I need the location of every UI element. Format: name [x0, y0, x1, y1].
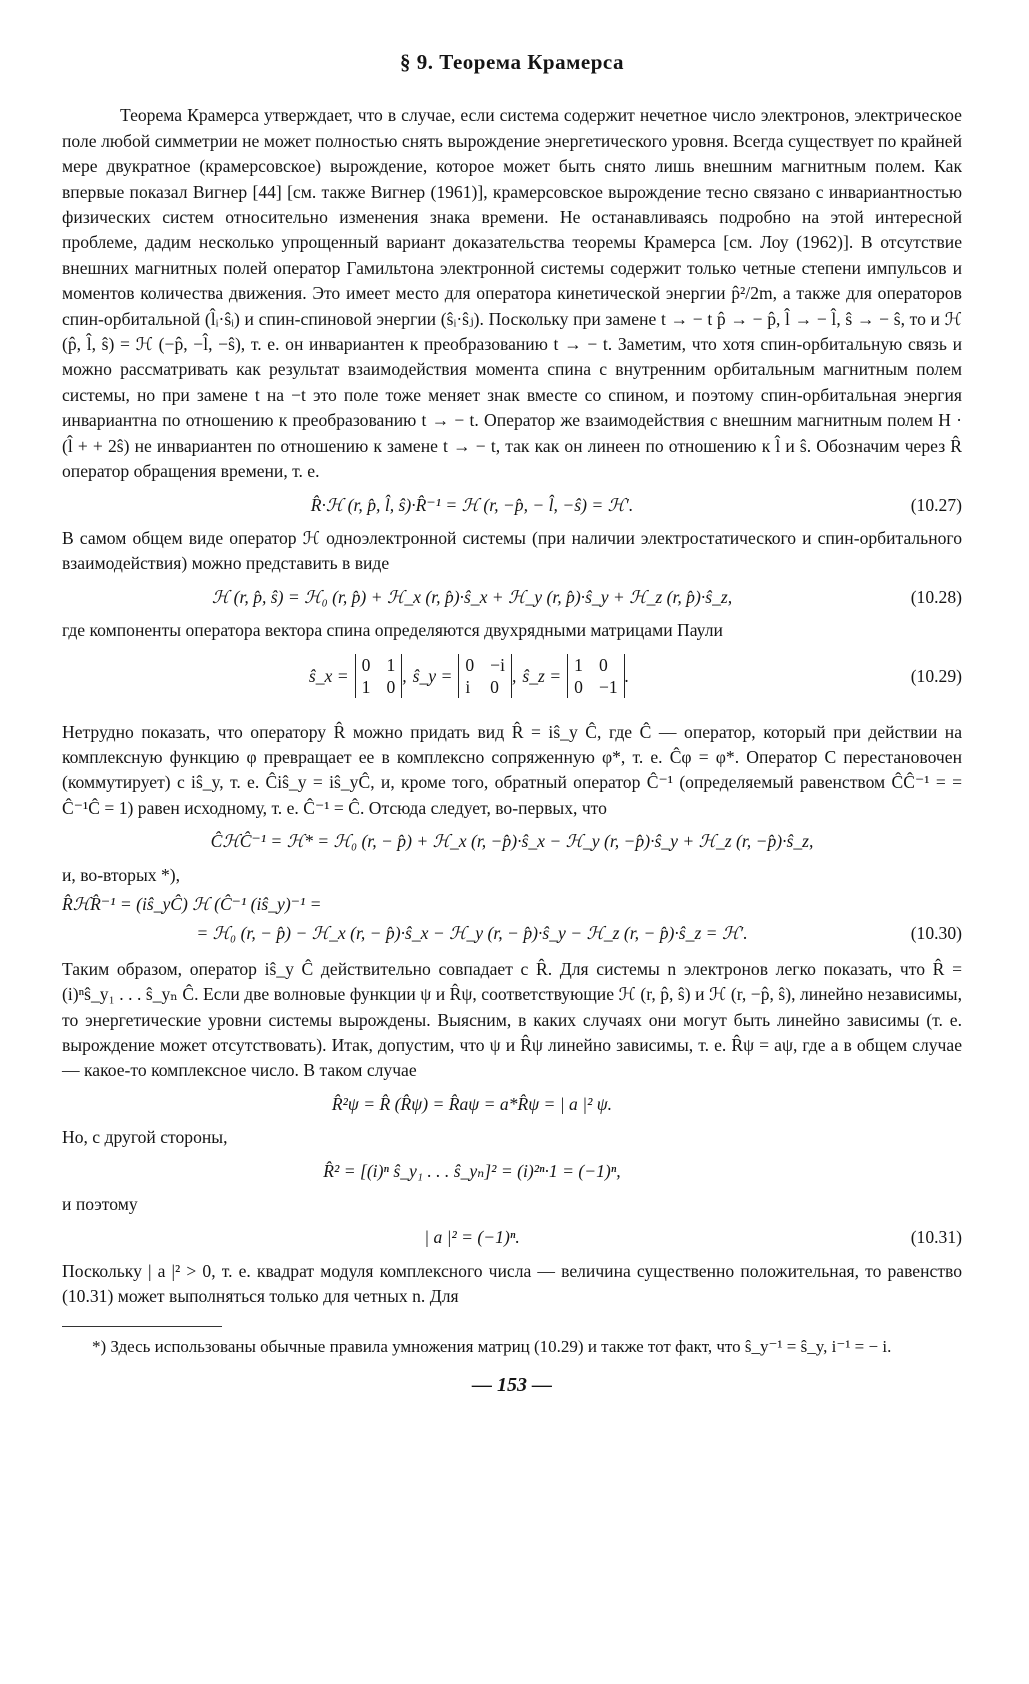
- equation-body: R̂²ψ = R̂ (R̂ψ) = R̂aψ = a*R̂ψ = | a |² ψ.: [331, 1093, 613, 1114]
- equation-body: | a |² = (−1)ⁿ.: [424, 1227, 520, 1248]
- equation-10-31: [62, 1225, 962, 1250]
- equation-number: (10.28): [910, 586, 962, 607]
- matrix-cell: 1: [574, 654, 583, 675]
- matrix-cell: 0: [361, 654, 371, 675]
- equation-10-28: [62, 585, 962, 610]
- equation-number: (10.31): [910, 1227, 962, 1248]
- equation-body: ĈℋĈ⁻¹ = ℋ* = ℋ₀ (r, − p̂) + ℋ_x (r, −p̂)·ŝ_x − ℋ_y (r, −p̂)·ŝ_y + ℋ_z (r, −p̂)·ŝ_z,: [210, 831, 814, 852]
- matrix-cell: 1: [386, 654, 396, 675]
- footnote-divider: [62, 1326, 222, 1327]
- matrix-cell: −i: [490, 654, 505, 675]
- equation-number: (10.29): [910, 665, 962, 686]
- footnote: *) Здесь использованы обычные правила умножения матриц (10.29) и также тот факт, что ŝ_y⁻¹ = ŝ_y, i⁻¹ = − i.: [92, 1336, 892, 1356]
- equation-number: (10.30): [910, 923, 962, 944]
- paragraph-other-side: Но, с другой стороны,: [62, 1127, 228, 1148]
- equation-10-27: [62, 493, 962, 518]
- paragraph-general-form: В самом общем виде оператор ℋ одноэлектронной системы (при наличии электростатического и спин-орбитального взаимодействия) можно представить в виде: [62, 527, 962, 574]
- equation-r2-psi: [62, 1092, 962, 1117]
- paragraph-kramers-intro: Теорема Крамерса утверждает, что в случае, если система содержит нечетное число электронов, электрическое поле любой симметрии не может полностью снять вырождение энергетического уровня. Всегда существует по крайней мере двукратное (крамерсовское) вырождение, которое может быть снято лишь внешним магнитным полем. Как впервые показал Вигнер [44] [см. также Вигнер (1961)], крамерсовское вырождение тесно связано с инвариантностью физических систем относительно изменения знака времени. Не останавливаясь подробно на этой интересной проблеме, дадим несколько упрощенный вариант доказательства теоремы Крамерса [см. Лоу (1962)]. В отсутствие внешних магнитных полей оператор Гамильтона электронной системы содержит только четные степени импульсов и моментов количества движения. Это имеет место для оператора кинетической энергии p̂²/2m, а также для операторов спин-орбитальной (l̂ᵢ·ŝᵢ) и спин-спиновой энергии (ŝᵢ·ŝⱼ). Поскольку при замене t → − t p̂ → − p̂, l̂ → − l̂, ŝ → − ŝ, то и ℋ (p̂, l̂, ŝ) = ℋ (−p̂, −l̂, −ŝ), т. е. он инвариантен к преобразованию t → − t. Заметим, что хотя спин-орбитальную связь и можно рассматривать как результат взаимодействия момента спина с внутренним орбитальным магнитным полем системы, но при замене t на −t это поле тоже меняет знак вместе со спином, и поэтому спин-орбитальная энергия инвариантна по отношению к преобразованию t → − t. Оператор же взаимодействия с внешним магнитным полем H · (l̂ + + 2ŝ) не инвариантен по отношению к замене t → − t, так как он линеен по отношению к l̂ и ŝ. Обозначим через R̂ оператор обращения времени, т. е.: [62, 105, 962, 482]
- matrix-cell: 0: [386, 676, 396, 697]
- paragraph-therefore: и поэтому: [62, 1194, 138, 1215]
- sz-label: ŝ_z =: [522, 665, 562, 686]
- equation-number: (10.27): [910, 494, 962, 515]
- equation-body: R̂·ℋ (r, p̂, l̂, ŝ)·R̂⁻¹ = ℋ (r, −p̂, − l̂, −ŝ) = ℋ′.: [310, 494, 634, 515]
- page-number: — 153 —: [472, 1373, 552, 1396]
- matrix-cell: 1: [361, 676, 371, 697]
- matrix-cell: −1: [598, 676, 618, 697]
- paragraph-pauli: где компоненты оператора вектора спина определяются двухрядными матрицами Паули: [62, 620, 723, 641]
- sx-label: ŝ_x =: [308, 665, 349, 686]
- equation-body: R̂² = [(i)ⁿ ŝ_y₁ . . . ŝ_yₙ]² = (i)²ⁿ·1 = (−1)ⁿ,: [323, 1160, 621, 1181]
- paragraph-n-electrons: Таким образом, оператор iŝ_y Ĉ действительно совпадает с R̂. Для системы n электронов легко показать, что R̂ = (i)ⁿŝ_y₁ . . . ŝ_yₙ Ĉ. Если две волновые функции ψ и R̂ψ, соответствующие ℋ (r, p̂, ŝ) и ℋ (r, −p̂, ŝ), линейно независимы, то энергетические уровни системы вырождены. Выясним, в каких случаях они могут быть линейно зависимы (т. е. вырождение может отсутствовать). Итак, допустим, что ψ и R̂ψ линейно зависимы, т. е. R̂ψ = aψ, где a в общем случае — какое-то комплексное число. В таком случае: [62, 958, 962, 1081]
- paragraph-conclusion: Поскольку | a |² > 0, т. е. квадрат модуля комплексного числа — величина существенно положительная, то равенство (10.31) может выполняться только для четных n. Для: [62, 1260, 962, 1307]
- equation-body: = ℋ₀ (r, − p̂) − ℋ_x (r, − p̂)·ŝ_x − ℋ_y (r, − p̂)·ŝ_y − ℋ_z (r, − p̂)·ŝ_z = ℋ′.: [196, 923, 748, 944]
- equation-conjugation: [62, 829, 962, 854]
- equation-r2: [62, 1159, 962, 1184]
- page: [62, 50, 962, 1398]
- matrix-cell: 0: [490, 676, 499, 697]
- matrix-cell: 0: [574, 676, 583, 697]
- matrix-cell: i: [465, 676, 471, 697]
- equation-10-29: [62, 654, 962, 698]
- pauli-matrix-y: 0 −i i 0 ,: [458, 654, 516, 698]
- section-title: § 9. Теорема Крамерса: [400, 50, 624, 74]
- pauli-matrix-z: 1 0 0 −1 .: [567, 654, 629, 698]
- equation-10-30-line-1: [62, 892, 962, 917]
- equation-body: R̂ℋR̂⁻¹ = (iŝ_yĈ) ℋ (Ĉ⁻¹ (iŝ_y)⁻¹ =: [62, 893, 322, 914]
- equation-10-30-line-2: [62, 921, 962, 946]
- pauli-matrix-x: 0 1 1 0 ,: [355, 654, 407, 698]
- matrix-cell: 0: [465, 654, 475, 675]
- paragraph-time-reversal: Нетрудно показать, что оператору R̂ можно придать вид R̂ = iŝ_y Ĉ, где Ĉ — оператор, который при действии на комплексную функцию φ превращает ее в комплексно сопряженную φ*, т. е. Ĉφ = φ*. Оператор C перестановочен (коммутирует) с iŝ_y, т. е. Ĉiŝ_y = iŝ_yĈ, и, кроме того, обратный оператор Ĉ⁻¹ (определяемый равенством ĈĈ⁻¹ = = Ĉ⁻¹Ĉ = 1) равен исходному, т. е. Ĉ⁻¹ = Ĉ. Отсюда следует, во-первых, что: [62, 721, 962, 818]
- equation-body: ℋ (r, p̂, ŝ) = ℋ₀ (r, p̂) + ℋ_x (r, p̂)·ŝ_x + ℋ_y (r, p̂)·ŝ_y + ℋ_z (r, p̂)·ŝ_z,: [211, 586, 733, 607]
- paragraph-secondly: и, во-вторых *),: [62, 864, 181, 885]
- sy-label: ŝ_y =: [412, 665, 453, 686]
- matrix-cell: 0: [598, 654, 608, 675]
